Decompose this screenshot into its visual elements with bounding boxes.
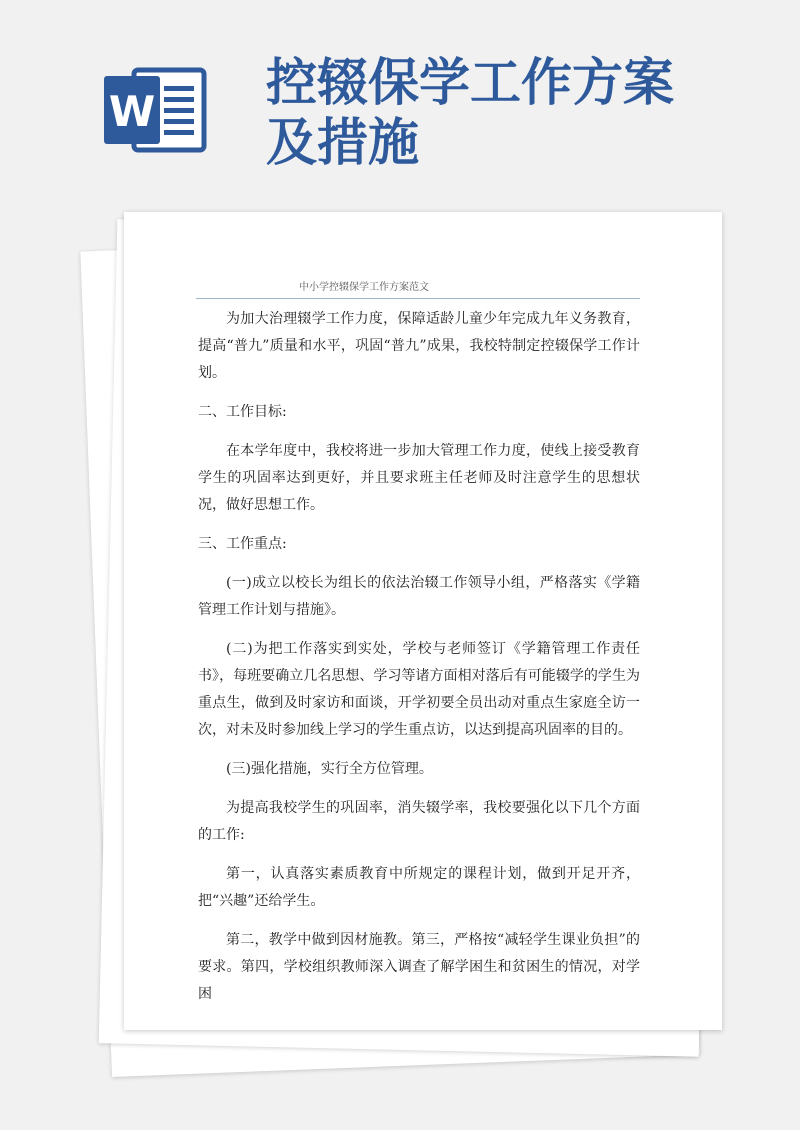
word-icon xyxy=(104,66,210,156)
page-title-line-1: 控辍保学工作方案 xyxy=(266,54,675,113)
paragraph-measures: 为提高我校学生的巩固率，消失辍学率，我校要强化以下几个方面的工作: xyxy=(198,800,640,843)
section-heading-goals: 二、工作目标: xyxy=(198,404,287,420)
paragraph-first: 第一，认真落实素质教育中所规定的课程计划，做到开足开齐，把“兴趣”还给学生。 xyxy=(198,866,640,909)
document-body xyxy=(198,306,640,1020)
paragraph-focus-2: (二)为把工作落实到实处，学校与老师签订《学籍管理工作责任书》，每班要确立几名思想、学习等诸方面相对落后有可能辍学的学生为重点生，做到及时家访和面谈，开学初要全员出动对重点生家庭全访一次，对未及时参加线上学习的学生重点访，以达到提高巩固率的目的。 xyxy=(198,641,640,738)
paragraph-intro: 为加大治理辍学工作力度，保障适龄儿童少年完成九年义务教育，提高“普九”质量和水平，巩固“普九”成果，我校特制定控辍保学工作计划。 xyxy=(198,311,640,381)
document-header: 中小学控辍保学工作方案范文 xyxy=(299,282,429,293)
page-title-line-2: 及措施 xyxy=(266,114,420,173)
document-page xyxy=(124,212,722,1030)
header-divider xyxy=(196,298,640,299)
paragraph-second: 第二，教学中做到因材施教。第三，严格按“减轻学生课业负担”的要求。第四，学校组织教师深入调查了解学困生和贫困生的情况，对学困 xyxy=(198,932,640,1002)
paragraph-focus-1: (一)成立以校长为组长的依法治辍工作领导小组，严格落实《学籍管理工作计划与措施》。 xyxy=(198,575,640,618)
word-icon-letter: W xyxy=(108,87,156,136)
paragraph-goals: 在本学年度中，我校将进一步加大管理工作力度，使线上接受教育学生的巩固率达到更好，并且要求班主任老师及时注意学生的思想状况，做好思想工作。 xyxy=(198,443,640,513)
paragraph-focus-3: (三)强化措施，实行全方位管理。 xyxy=(226,761,433,777)
section-heading-focus: 三、工作重点: xyxy=(198,536,287,552)
page-title xyxy=(266,54,786,174)
